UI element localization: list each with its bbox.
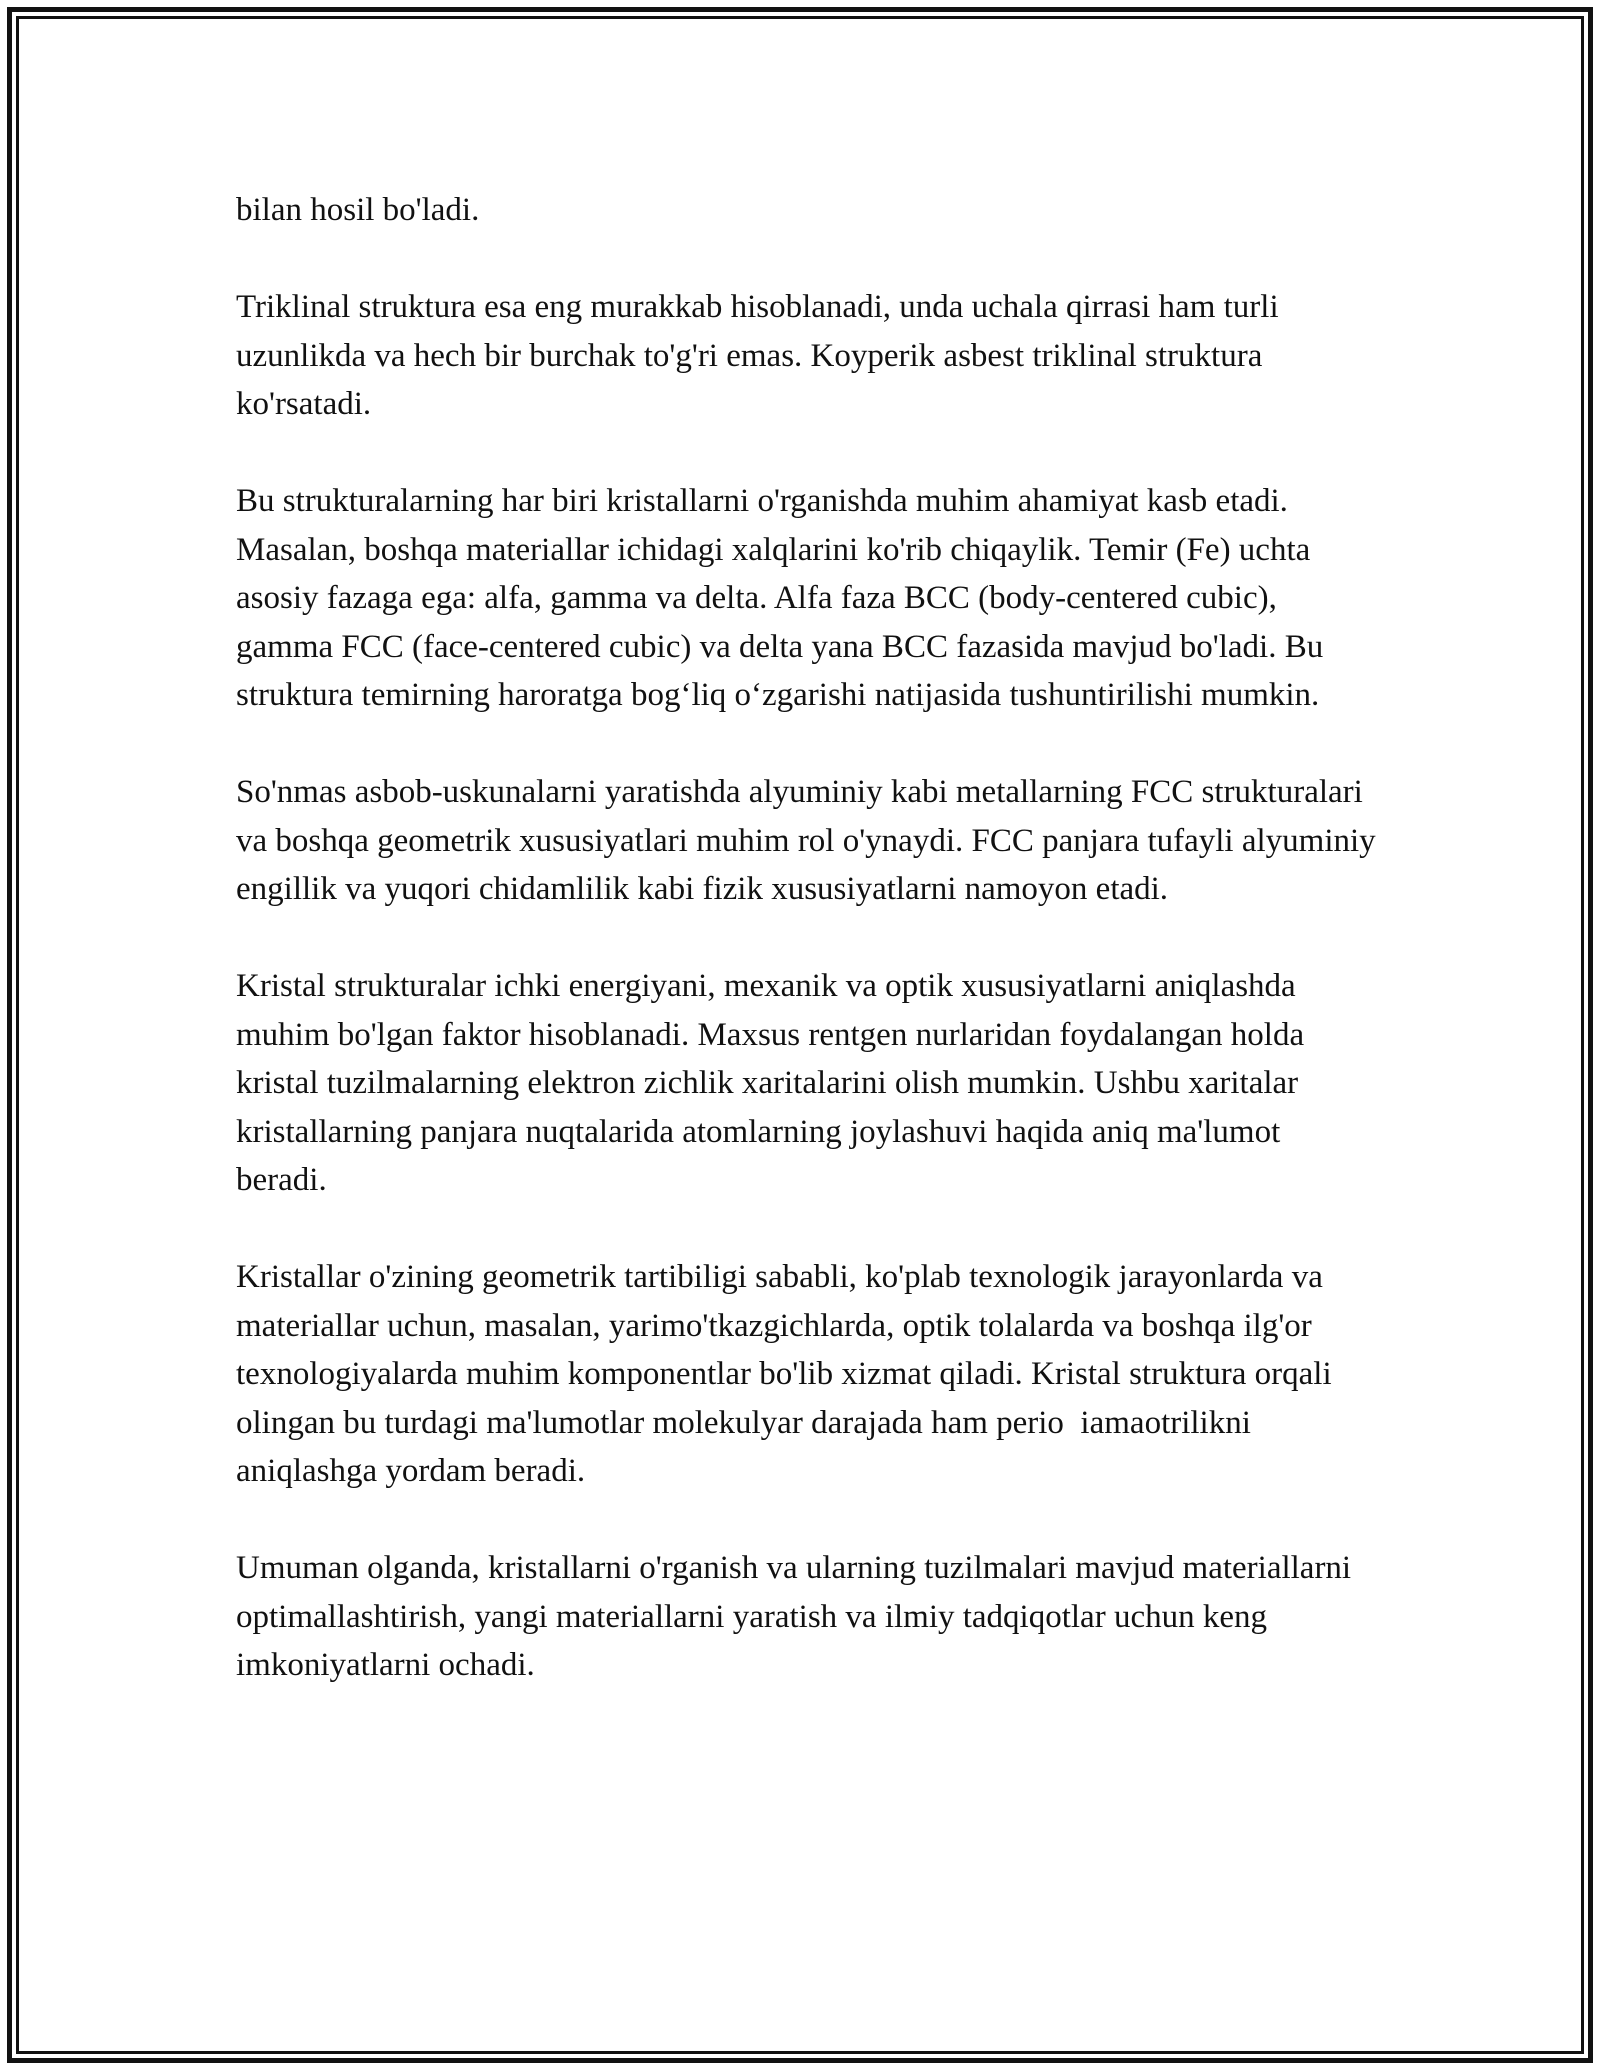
- paragraph-4: So'nmas asbob-uskunalarni yaratishda alyuminiy kabi metallarning FCC strukturalari va boshqa geometrik xususiyatlari muhim rol o'ynaydi. FCC panjara tufayli alyuminiy engillik va yuqori chidamlilik kabi fizik xususiyatlarni namoyon etadi.: [236, 774, 1384, 907]
- paragraph-3: Bu strukturalarning har biri kristallarni o'rganishda muhim ahamiyat kasb etadi. Masalan, boshqa materiallar ichidagi xalqlarini ko'rib chiqaylik. Temir (Fe) uchta asosiy fazaga ega: alfa, gamma va delta. Alfa faza BCC (body-centered cubic), gamma FCC (face-centered cubic) va delta yana BCC fazasida mavjud bo'ladi. Bu struktura temirning haroratga bog‘liq o‘zgarishi natijasida tushuntirilishi mumkin.: [236, 483, 1332, 713]
- paragraph-5: Kristal strukturalar ichki energiyani, mexanik va optik xususiyatlarni aniqlashda muhim bo'lgan faktor hisoblanadi. Maxsus rentgen nurlaridan foydalangan holda kristal tuzilmalarning elektron zichlik xaritalarini olish mumkin. Ushbu xaritalar kristallarning panjara nuqtalarida atomlarning joylashuvi haqida aniq ma'lumot beradi.: [236, 968, 1313, 1198]
- paragraph-2: Triklinal struktura esa eng murakkab hisoblanadi, unda uchala qirrasi ham turli uzunlikda va hech bir burchak to'g'ri emas. Koyperik asbest triklinal struktura ko'rsatadi.: [236, 289, 1287, 422]
- paragraph-1: bilan hosil bo'ladi.: [236, 192, 480, 228]
- paragraph-7: Umuman olganda, kristallarni o'rganish va ularning tuzilmalari mavjud materiallarni optimallashtirish, yangi materiallarni yaratish va ilmiy tadqiqotlar uchun keng imkoniyatlarni ochadi.: [236, 1550, 1360, 1683]
- paragraph-6: Kristallar o'zining geometrik tartibiligi sababli, ko'plab texnologik jarayonlarda va materiallar uchun, masalan, yarimo'tkazgichlarda, optik tolalarda va boshqa ilg'or texnologiyalarda muhim komponentlar bo'lib xizmat qiladi. Kristal struktura orqali olingan bu turdagi ma'lumotlar molekulyar darajada ham perio iamaotrilikni aniqlashga yordam beradi.: [236, 1259, 1340, 1489]
- document-body: [236, 186, 1384, 1738]
